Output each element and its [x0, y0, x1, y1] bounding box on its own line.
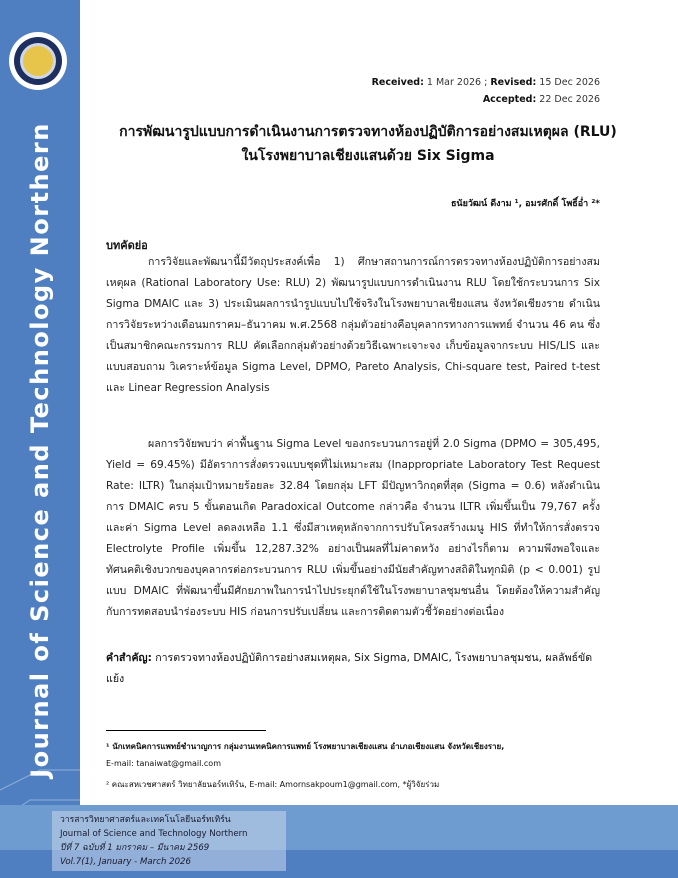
- journal-name-en: Journal of Science and Technology Northern: [60, 829, 248, 839]
- journal-issue-th: ปีที่ 7 ฉบับที่ 1 มกราคม – มีนาคม 2569: [60, 843, 210, 853]
- footnote-divider: [106, 730, 266, 731]
- college-logo: [9, 32, 67, 90]
- footnote-1-email: E-mail: tanaiwat@gmail.com: [106, 759, 221, 768]
- keywords-label: คำสำคัญ:: [106, 652, 152, 664]
- authors: ธนัยวัฒน์ ดีงาม ¹, อมรศักดิ์ โพธิ์อ่ำ ²*: [450, 199, 600, 209]
- journal-name-th: วารสารวิทยาศาสตร์และเทคโนโลยีนอร์ทเทิร์น: [60, 815, 231, 825]
- accepted-label: Accepted:: [482, 94, 537, 105]
- revised-date: 15 Dec 2026: [539, 77, 600, 88]
- abstract-paragraph-2: ผลการวิจัยพบว่า ค่าพื้นฐาน Sigma Level ของกระบวนการอยู่ที่ 2.0 Sigma (DPMO = 305,495, Yield = 69.45%) มีอัตราการสั่งตรวจแบบชุดที่ไม่เหมาะสม (Inappropriate Laboratory Test Request Rate: ILTR) ในกลุ่มเป้าหมายร้อยละ 32.84 โดยกลุ่ม LFT มีปัญหาวิกฤตที่สุด (Sigma = 0.6) หลังดำเนินการ DMAIC ครบ 5 ขั้นตอนเกิด Paradoxical Outcome กล่าวคือ จำนวน ILTR เพิ่มขึ้นเป็น 79,767 ครั้ง และค่า Sigma Level ลดลงเหลือ 1.1 ซึ่งมีสาเหตุหลักจากการปรับโครงสร้างเมนู HIS ที่ทำให้การสั่งตรวจ Electrolyte Profile เพิ่มขึ้น 12,287.32% อย่างเป็นผลที่ไม่คาดหวัง อย่างไรก็ตาม ความพึงพอใจและทัศนคติเชิงบวกของบุคลากรต่อกระบวนการ RLU เพิ่มขึ้นอย่างมีนัยสำคัญทางสถิติในทุกมิติ (p < 0.001) รูปแบบ DMAIC ที่พัฒนาขึ้นมีศักยภาพในการนำไปประยุกต์ใช้ในโรงพยาบาลชุมชนอื่น โดยต้องให้ความสำคัญกับการทดสอบนำร่องระบบ HIS ก่อนการปรับเปลี่ยน และการติดตามตัวชี้วัดอย่างต่อเนื่อง: [106, 438, 600, 618]
- footnote-1-affiliation: ¹ นักเทคนิคการแพทย์ชำนาญการ กลุ่มงานเทคนิคการแพทย์ โรงพยาบาลเชียงแสน อำเภอเชียงแสน จังหวัดเชียงราย,: [106, 742, 505, 751]
- journal-info-box: [52, 811, 286, 871]
- title-line-2: ในโรงพยาบาลเชียงแสนด้วย Six Sigma: [241, 148, 495, 164]
- journal-sidebar: [0, 0, 80, 878]
- keywords: [106, 648, 600, 690]
- article-dates: [372, 74, 600, 108]
- abstract-heading: บทคัดย่อ: [106, 239, 148, 252]
- title-line-1: การพัฒนารูปแบบการดำเนินงานการตรวจทางห้องปฏิบัติการอย่างสมเหตุผล (RLU): [119, 124, 617, 140]
- footnote-1: [106, 738, 616, 772]
- paper-title: [100, 120, 636, 168]
- footnote-2: ² คณะสหเวชศาสตร์ วิทยาลัยนอร์ทเทิร์น, E-mail: Amornsakpoum1@gmail.com, *ผู้วิจัยร่วม: [106, 780, 440, 789]
- abstract-paragraph-1: การวิจัยและพัฒนานี้มีวัตถุประสงค์เพื่อ 1) ศึกษาสถานการณ์การตรวจทางห้องปฏิบัติการอย่างสมเหตุผล (Rational Laboratory Use: RLU) 2) พัฒนารูปแบบการดำเนินงาน RLU โดยใช้กระบวนการ Six Sigma DMAIC และ 3) ประเมินผลการนำรูปแบบไปใช้จริงในโรงพยาบาลเชียงแสน จังหวัดเชียงราย ดำเนินการวิจัยระหว่างเดือนมกราคม–ธันวาคม พ.ศ.2568 กลุ่มตัวอย่างคือบุคลากรทางการแพทย์ จำนวน 46 คน ซึ่งเป็นสมาชิกคณะกรรมการ RLU คัดเลือกกลุ่มตัวอย่างด้วยวิธีเฉพาะเจาะจง เก็บข้อมูลจากระบบ HIS/LIS และแบบสอบถาม วิเคราะห์ข้อมูล Sigma Level, DPMO, Pareto Analysis, Chi-square test, Paired t-test และ Linear Regression Analysis: [106, 256, 600, 394]
- journal-vertical-title: Journal of Science and Technology Northern: [26, 122, 54, 778]
- accepted-date: 22 Dec 2026: [539, 94, 600, 105]
- revised-label: Revised:: [490, 77, 537, 88]
- keywords-text: การตรวจทางห้องปฏิบัติการอย่างสมเหตุผล, Six Sigma, DMAIC, โรงพยาบาลชุมชน, ผลลัพธ์ขัดแย้ง: [106, 652, 593, 685]
- journal-issue-en: Vol.7(1), January - March 2026: [60, 857, 191, 867]
- received-label: Received:: [371, 77, 424, 88]
- received-date: 1 Mar 2026 ;: [426, 77, 488, 88]
